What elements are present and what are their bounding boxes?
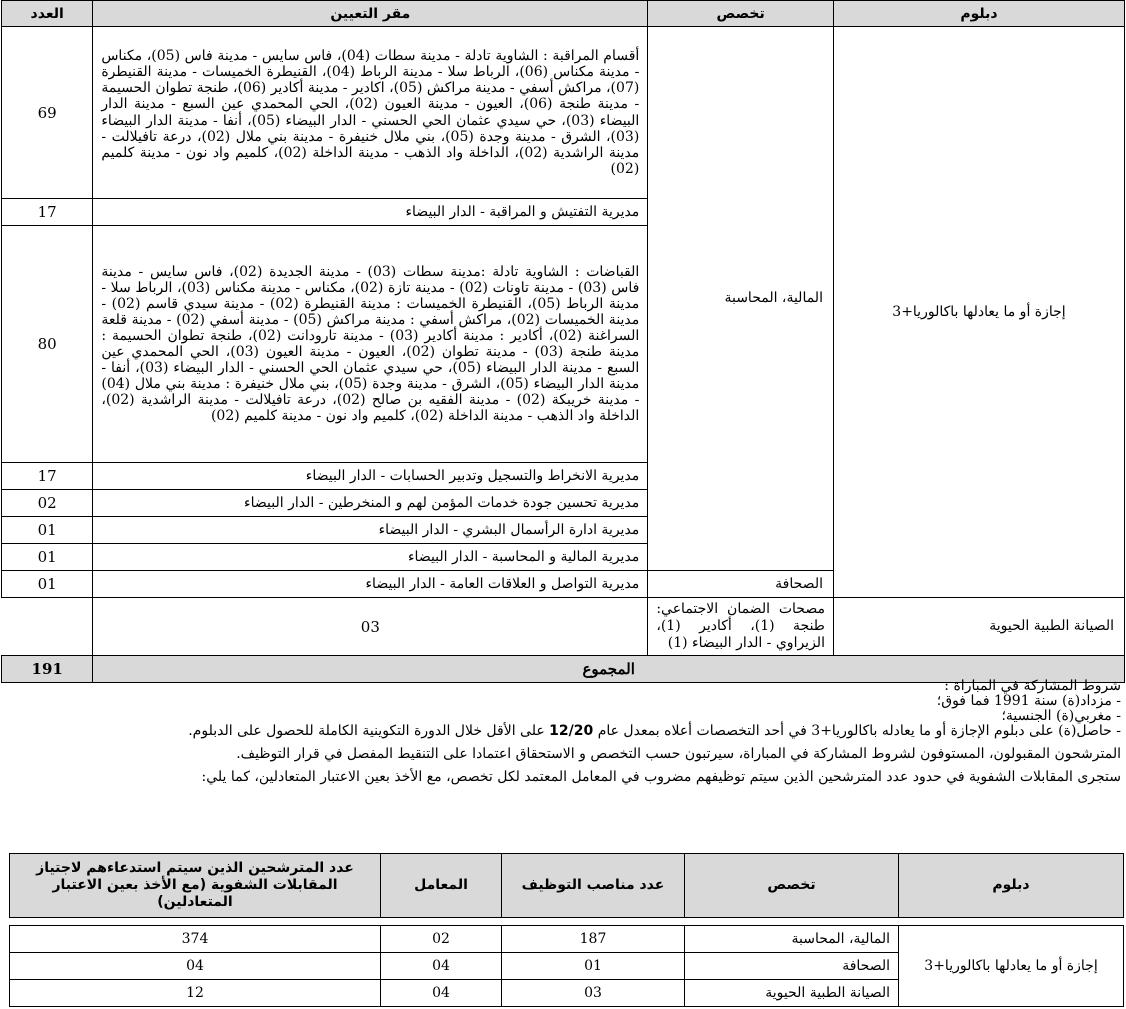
header-count: العدد <box>2 1 93 27</box>
header-coefficient: المعامل <box>381 854 502 918</box>
coefficient-cell: 04 <box>381 980 502 1007</box>
count-cell: 01 <box>2 517 93 544</box>
interviews-table-header <box>9 853 1124 918</box>
count-cell: 01 <box>2 571 93 598</box>
condition-item-diploma <box>6 724 1121 739</box>
table-row <box>2 27 1125 199</box>
table-header-row <box>10 854 1124 918</box>
total-value: 191 <box>2 656 93 683</box>
condition-item: - مزداد(ة) سنة 1991 فما فوق؛ <box>936 693 1121 709</box>
candidates-cell: 12 <box>10 980 381 1007</box>
header-location: مقر التعيين <box>93 1 648 27</box>
specialty-cell: الصيانة الطبية الحيوية <box>685 980 899 1007</box>
count-cell: 17 <box>2 199 93 226</box>
specialty-cell-biomed: الصيانة الطبية الحيوية <box>833 598 1124 656</box>
table-row <box>2 598 1125 656</box>
table-header-row <box>2 1 1125 27</box>
table-row <box>10 926 1124 953</box>
diploma-cell: إجازة أو ما يعادلها باكالوريا+3 <box>833 27 1124 598</box>
coefficient-cell: 02 <box>381 926 502 953</box>
interviews-table <box>9 925 1124 1007</box>
candidates-cell: 374 <box>10 926 381 953</box>
location-cell: مديرية التواصل و العلاقات العامة - الدار البيضاء <box>93 571 648 598</box>
location-cell: مديرية تحسين جودة خدمات المؤمن لهم و المنخرطين - الدار البيضاء <box>93 490 648 517</box>
ranking-paragraph: المترشحون المقبولون، المستوفون لشروط المشاركة في المباراة، سيرتبون حسب التخصص و الاستحقاق اعتمادا على التنقيط المفصل في قرار التوظيف. <box>236 746 1121 762</box>
total-label: المجموع <box>93 656 1125 683</box>
location-cell: أقسام المراقبة : الشاوية تادلة - مدينة سطات (04)، فاس سايس - مدينة فاس (05)، مكناس - مدينة مكناس (06)، الرباط سلا - مدينة الرباط (04)، القنيطرة الخميسات - مدينة القنيطرة (07)، مراكش أسفي - مدينة مراكش (05)، اكادير - مدينة أكادير (06)، طنجة تطوان الحسيمة - مدينة طنجة (06)، العيون - مدينة العيون (02)، الحي المحمدي عين السبع - مدينة الدار البيضاء (03)، حي سيدي عثمان الحي الحسني - الدار البيضاء (05)، أنفا - مدينة الدار البيضاء (03)، الشرق - مدينة وجدة (05)، بني ملال خنيفرة - مدينة بني ملال (02)، درعة تافيلالت - مدينة الراشدية (02)، الداخلة واد الذهب - مدينة الداخلة (02)، كلميم واد نون - مدينة كلميم (02) <box>93 27 648 199</box>
positions-cell: 01 <box>502 953 685 980</box>
condition-text: - حاصل(ة) على دبلوم الإجازة أو ما يعادله باكالوريا+3 في أحد التخصصات أعلاه بمعدل عام <box>597 723 1121 739</box>
specialty-cell-journalism: الصحافة <box>648 571 834 598</box>
positions-cell: 03 <box>502 980 685 1007</box>
header-diploma: دبلوم <box>833 1 1124 27</box>
header-specialty: تخصص <box>648 1 834 27</box>
header-candidates: عدد المترشحين الذين سيتم استدعاءهم لاجتياز المقابلات الشفوية (مع الأخذ بعين الاعتبار المتعادلين) <box>10 854 381 918</box>
condition-item: - مغربي(ة) الجنسية؛ <box>1001 708 1121 724</box>
required-grade: 12/20 <box>549 723 594 739</box>
count-cell: 17 <box>2 463 93 490</box>
location-cell: مديرية ادارة الرأسمال البشري - الدار البيضاء <box>93 517 648 544</box>
count-cell: 69 <box>2 27 93 199</box>
recruitment-locations-table <box>1 0 1125 683</box>
candidates-cell: 04 <box>10 953 381 980</box>
header-positions: عدد مناصب التوظيف <box>502 854 685 918</box>
participation-conditions <box>6 679 1121 785</box>
location-cell: مصحات الضمان الاجتماعي: طنجة (1)، أكادير (1)، الزيراوي - الدار البيضاء (1) <box>648 598 834 656</box>
location-cell: القباضات : الشاوية تادلة :مدينة سطات (03) - مدينة الجديدة (02)، فاس سايس - مدينة فاس (03) - مدينة تاونات (02) - مدينة تازة (02)، مكناس - مدينة مكناس (03)، الرباط سلا - مدينة الرباط (05)، القنيطرة الخميسات : مدينة القنيطرة (02) - مدينة سيدي قاسم (02) - مدينة الخميسات (02)، مراكش أسفي : مدينة مراكش (05) - مدينة أسفي (02) - مدينة قلعة السراغنة (02)، أكادير : مدينة أكادير (03) - مدينة تارودانت (02)، طنجة تطوان الحسيمة : مدينة طنجة (03) - مدينة تطوان (02)، العيون - مدينة العيون (03)، الحي المحمدي عين السبع - مدينة الدار البيضاء (05)، حي سيدي عثمان الحي الحسني - الدار البيضاء (03)، أنفا - مدينة الدار البيضاء (05)، الشرق - مدينة وجدة (05)، بني ملال خنيفرة : مدينة بني ملال (04) - مدينة خريبكة (02) - مدينة الفقيه بن صالح (02)، درعة تافيلالت - مدينة الراشدية (02)، الداخلة واد الذهب - مدينة الداخلة (02)، كلميم واد نون - مدينة كلميم (02) <box>93 226 648 463</box>
specialty-cell: المالية، المحاسبة <box>685 926 899 953</box>
specialty-cell: الصحافة <box>685 953 899 980</box>
location-cell: مديرية التفتيش و المراقبة - الدار البيضاء <box>93 199 648 226</box>
conditions-title: شروط المشاركة في المباراة : <box>944 678 1121 694</box>
count-cell: 01 <box>2 544 93 571</box>
header-diploma: دبلوم <box>899 854 1124 918</box>
interviews-paragraph: ستجرى المقابلات الشفوية في حدود عدد المترشحين الذين سيتم توظيفهم مضروب في المعامل المعتمد لكل تخصص، مع الأخذ بعين الاعتبار المتعادلين، كما يلي: <box>201 769 1121 785</box>
specialty-cell-finance: المالية، المحاسبة <box>648 27 834 571</box>
count-cell: 02 <box>2 490 93 517</box>
count-cell: 80 <box>2 226 93 463</box>
location-cell: مديرية الانخراط والتسجيل وتدبير الحسابات - الدار البيضاء <box>93 463 648 490</box>
header-specialty: تخصص <box>685 854 899 918</box>
positions-cell: 187 <box>502 926 685 953</box>
condition-text: على الأقل خلال الدورة التكوينية الكاملة للحصول على الدبلوم. <box>188 723 545 739</box>
count-cell: 03 <box>93 598 648 656</box>
location-cell: مديرية المالية و المحاسبة - الدار البيضاء <box>93 544 648 571</box>
diploma-cell: إجازة أو ما يعادلها باكالوريا+3 <box>899 926 1124 1007</box>
coefficient-cell: 04 <box>381 953 502 980</box>
